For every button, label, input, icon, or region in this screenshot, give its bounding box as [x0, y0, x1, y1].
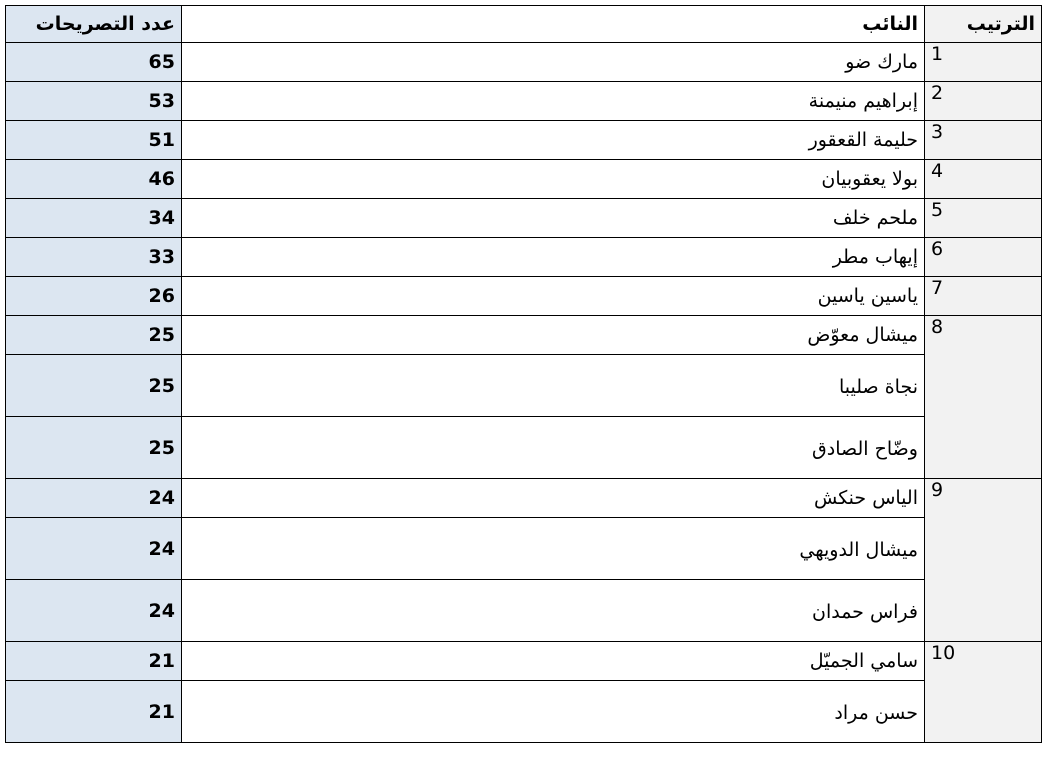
count-cell: 25	[6, 417, 182, 479]
name-cell: سامي الجميّل	[182, 642, 925, 681]
count-cell: 65	[6, 43, 182, 82]
header-count: عدد التصريحات	[6, 6, 182, 43]
name-cell: نجاة صليبا	[182, 355, 925, 417]
table-row	[6, 121, 1042, 160]
count-cell: 46	[6, 160, 182, 199]
rank-cell: 10	[925, 642, 1042, 743]
rank-cell: 9	[925, 479, 1042, 642]
name-cell: إبراهيم منيمنة	[182, 82, 925, 121]
name-cell: وضّاح الصادق	[182, 417, 925, 479]
count-cell: 34	[6, 199, 182, 238]
table-row	[6, 199, 1042, 238]
name-cell: حليمة القعقور	[182, 121, 925, 160]
table-row	[6, 238, 1042, 277]
table-row	[6, 82, 1042, 121]
table-row	[6, 642, 1042, 681]
statements-ranking-table	[5, 5, 1042, 743]
name-cell: حسن مراد	[182, 681, 925, 743]
count-cell: 26	[6, 277, 182, 316]
count-cell: 24	[6, 580, 182, 642]
table-row	[6, 518, 1042, 580]
name-cell: الياس حنكش	[182, 479, 925, 518]
count-cell: 51	[6, 121, 182, 160]
count-cell: 21	[6, 642, 182, 681]
table-row	[6, 417, 1042, 479]
table-header-row	[6, 6, 1042, 43]
rank-cell: 3	[925, 121, 1042, 160]
rank-cell: 6	[925, 238, 1042, 277]
name-cell: مارك ضو	[182, 43, 925, 82]
name-cell: ملحم خلف	[182, 199, 925, 238]
rank-cell: 7	[925, 277, 1042, 316]
table-row	[6, 681, 1042, 743]
rank-cell: 8	[925, 316, 1042, 479]
count-cell: 25	[6, 355, 182, 417]
table-row	[6, 479, 1042, 518]
count-cell: 21	[6, 681, 182, 743]
rank-cell: 2	[925, 82, 1042, 121]
count-cell: 24	[6, 479, 182, 518]
table-row	[6, 160, 1042, 199]
name-cell: ميشال معوّض	[182, 316, 925, 355]
table-row	[6, 277, 1042, 316]
count-cell: 24	[6, 518, 182, 580]
header-name: النائب	[182, 6, 925, 43]
table-row	[6, 316, 1042, 355]
rank-cell: 4	[925, 160, 1042, 199]
name-cell: فراس حمدان	[182, 580, 925, 642]
name-cell: بولا يعقوبيان	[182, 160, 925, 199]
table-row	[6, 43, 1042, 82]
count-cell: 25	[6, 316, 182, 355]
count-cell: 53	[6, 82, 182, 121]
header-rank: الترتيب	[925, 6, 1042, 43]
name-cell: ميشال الدويهي	[182, 518, 925, 580]
rank-cell: 5	[925, 199, 1042, 238]
table-row	[6, 355, 1042, 417]
name-cell: إيهاب مطر	[182, 238, 925, 277]
statements-ranking-sheet	[5, 5, 1041, 743]
name-cell: ياسين ياسين	[182, 277, 925, 316]
table-row	[6, 580, 1042, 642]
rank-cell: 1	[925, 43, 1042, 82]
count-cell: 33	[6, 238, 182, 277]
